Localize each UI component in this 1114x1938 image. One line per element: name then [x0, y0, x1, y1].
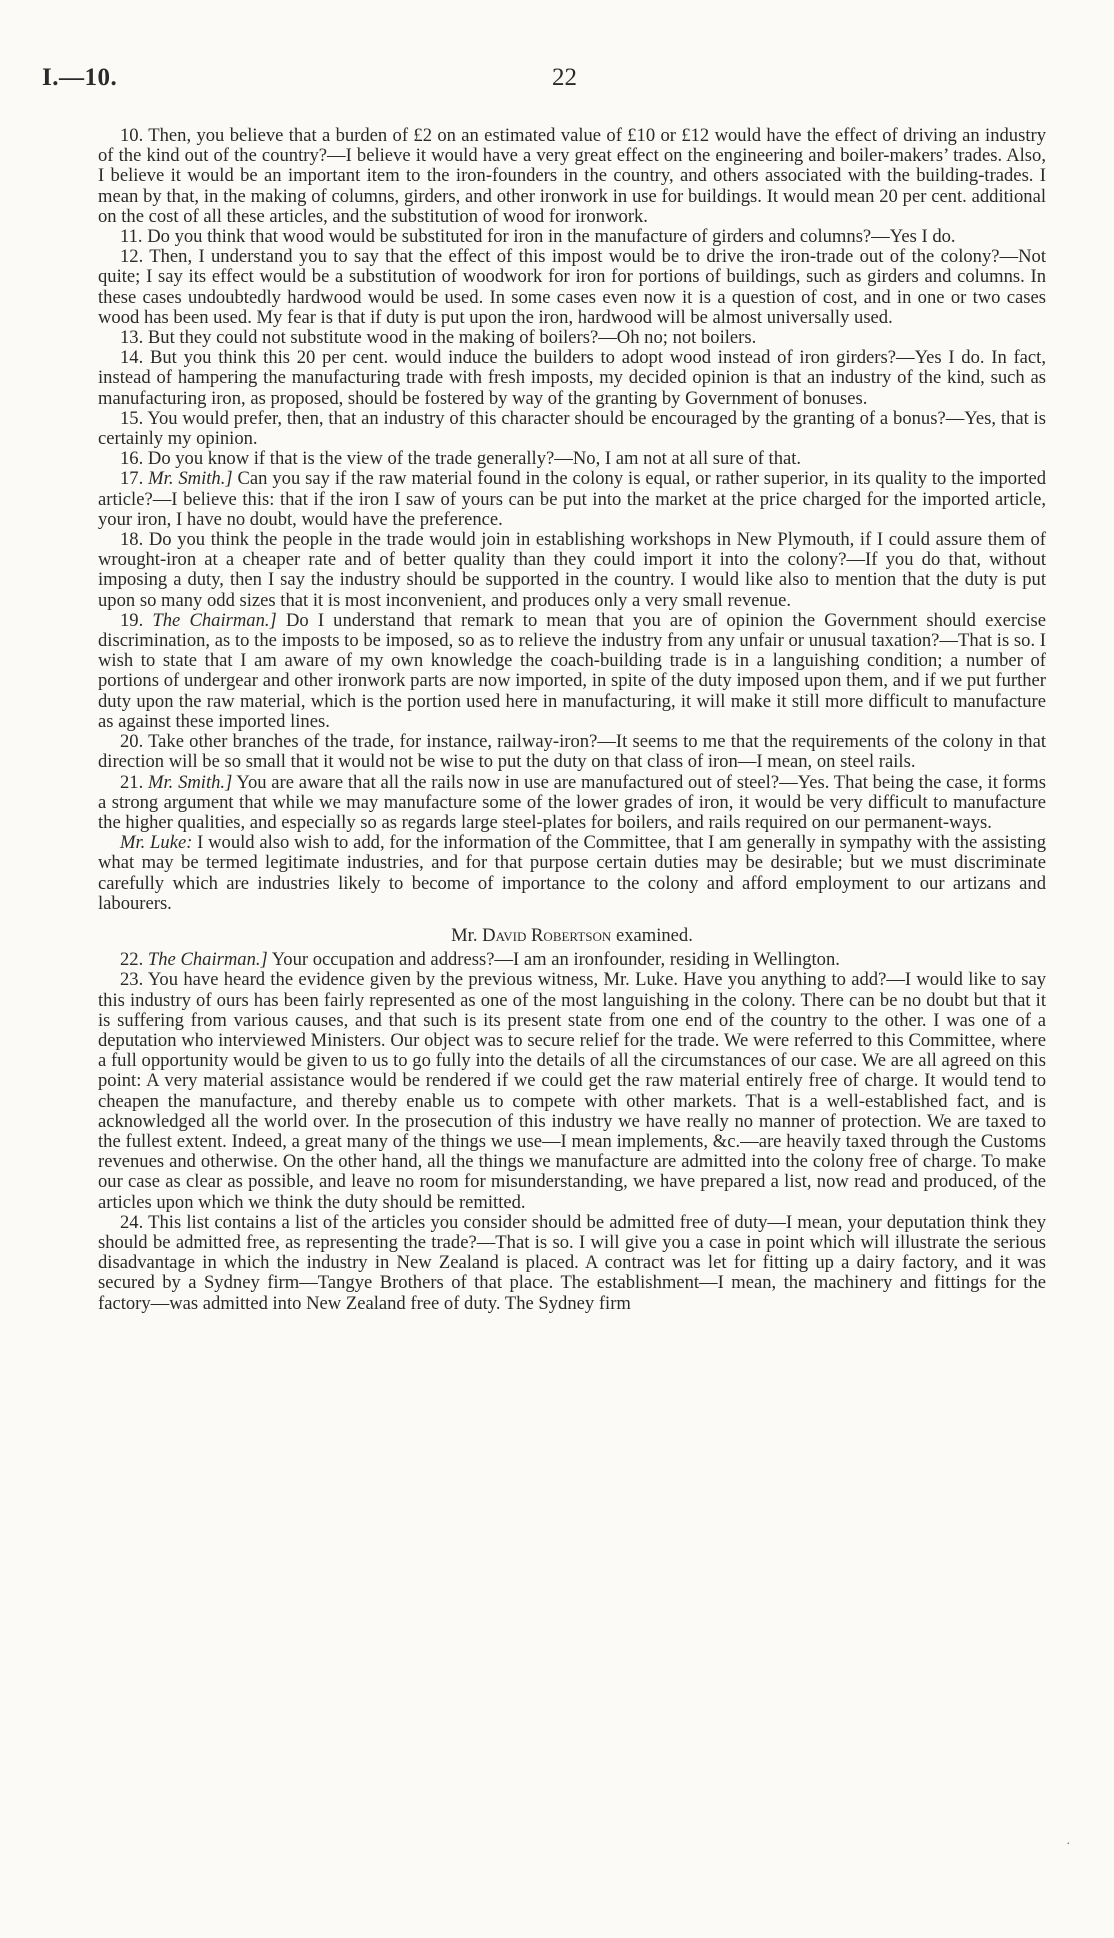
paragraph-q16: 16. Do you know if that is the view of the trade generally?—No, I am not at all sure of that. — [120, 448, 802, 470]
speaker-label: The Chairman.] — [152, 609, 277, 631]
statement-text: I would also wish to add, for the information of the Committee, that I am generally in sympathy with the assisting what may be termed legitimate industries, and for that purpose certain duties may be desirable; but we must discriminate carefully which are industries likely to become of importance to the colony and afford employment to our artizans and labourers. — [98, 832, 1046, 914]
page-body — [98, 126, 1046, 1314]
question-text: Your occupation and address?—I am an ironfounder, residing in Wellington. — [271, 949, 840, 971]
paragraph-q20: 20. Take other branches of the trade, for instance, railway-iron?—It seems to me that the requirements of the colony in that direction will be so small that it would not be wise to put the duty on that class of iron—I mean, on steel rails. — [98, 731, 1046, 773]
speaker-label: Mr. Smith.] — [148, 771, 233, 793]
paragraph-q11: 11. Do you think that wood would be substituted for iron in the manufacture of girders and columns?—Yes I do. — [120, 226, 956, 248]
paragraph-luke-statement — [98, 833, 1046, 914]
question-number: 17. — [120, 468, 144, 490]
paragraph-q19 — [98, 611, 1046, 732]
question-text: Can you say if the raw material found in the colony is equal, or rather superior, in its quality to the imported article?—I believe this: that if the iron I saw of yours can be put into the market at the price charged for the imported article, your iron, I have no doubt, would have the preference. — [98, 468, 1046, 530]
witness-name: David Robertson — [482, 924, 612, 946]
paper-reference: I.—10. — [42, 64, 118, 91]
page-header — [42, 64, 1054, 104]
paragraph-q24: 24. This list contains a list of the articles you consider should be admitted free of duty—I mean, your deputation think they should be admitted free, as representing the trade?—That is so. I will give you a case in point which will illustrate the serious disadvantage in which the industry in New Zealand is placed. A contract was let for fitting up a dairy factory, and it was secured by a Sydney firm—Tangye Brothers of that place. The establishment—I mean, the machinery and fittings for the factory—was admitted into New Zealand free of duty. The Sydney firm — [98, 1211, 1046, 1314]
paragraph-q10: 10. Then, you believe that a burden of £2 on an estimated value of £10 or £12 would have the effect of driving an industry of the kind out of the country?—I believe it would have a very great effect on the engineering and boiler-makers’ trades. Also, I believe it would be an important item to the iron-founders in the country, and others associated with the building-trades. I mean by that, in the making of columns, girders, and other ironwork in use for buildings. It would mean 20 per cent. additional on the cost of all these articles, and the substitution of wood for ironwork. — [98, 125, 1046, 227]
question-number: 21. — [120, 771, 144, 793]
speaker-label: The Chairman.] — [147, 949, 268, 971]
witness-heading: Mr. David Robertson examined. — [451, 924, 693, 946]
paragraph-q23: 23. You have heard the evidence given by the previous witness, Mr. Luke. Have you anything to add?—I would like to say this industry of ours has been fairly represented as one of the most languishing in the colony. There can be no doubt but that it is suffering from various causes, and that such is its present state from one end of the country to the other. I was one of a deputation who interviewed Ministers. Our object was to secure relief for the trade. We were referred to this Committee, where a full opportunity would be given to us to go fully into the details of all the circumstances of our case. We are all agreed on this point: A very material assistance would be rendered if we could get the raw material entirely free of charge. It would tend to cheapen the manufacture, and thereby enable us to compete with other markets. That is a well-established fact, and is acknowledged all the world over. In the prosecution of this industry we have really no manner of protection. We are taxed to the fullest extent. Indeed, a great many of the things we use—I mean implements, &c.—are heavily taxed through the Customs revenues and otherwise. On the other hand, all the things we manufacture are admitted into the colony free of charge. To make our case as clear as possible, and leave no room for misunderstanding, we have prepared a list, now read and produced, of the articles upon which we think the duty should be remitted. — [98, 969, 1046, 1213]
page-number: 22 — [552, 64, 577, 91]
paragraph-q13: 13. But they could not substitute wood in the making of boilers?—Oh no; not boilers. — [120, 327, 757, 349]
paragraph-q18: 18. Do you think the people in the trade would join in establishing workshops in New Plymouth, if I could assure them of wrought-iron at a cheaper rate and of better quality than they could import it into the colony?—If you do that, without imposing a duty, then I say the industry should be supported in the country. I would like also to mention that the duty is put upon so many odd sizes that it is most inconvenient, and produces only a very small revenue. — [98, 529, 1046, 611]
question-text: Do I understand that remark to mean that you are of opinion the Government should exercise discrimination, as to the imposts to be imposed, so as to relieve the industry from any unfair or unusual taxation?—That is so. I wish to state that I am aware of my own knowledge the coach-building trade is in a languishing condition; a number of portions of undergear and other ironwork parts are now imported, in spite of the duty imposed upon them, and if we put further duty upon the raw material, which is the portion used here in manufacturing, it will make it still more difficult to manufacture as against these imported lines. — [98, 609, 1047, 732]
paragraph-q21 — [98, 773, 1046, 834]
paragraph-q17 — [98, 469, 1046, 530]
question-number: 19. — [120, 609, 144, 631]
paragraph-q22 — [98, 950, 1046, 970]
paragraph-q14: 14. But you think this 20 per cent. would induce the builders to adopt wood instead of iron girders?—Yes I do. In fact, instead of hampering the manufacturing trade with fresh imposts, my decided opinion is that an industry of the kind, such as manufacturing iron, as proposed, should be fostered by way of the granting by Government of bonuses. — [98, 347, 1046, 409]
paragraph-q15: 15. You would prefer, then, that an industry of this character should be encouraged by the granting of a bonus?—Yes, that is certainly my opinion. — [98, 407, 1046, 450]
question-number: 22. — [120, 949, 144, 971]
paragraph-q12: 12. Then, I understand you to say that the effect of this impost would be to drive the iron-trade out of the colony?—Not quite; I say its effect would be a substitution of woodwork for iron for portions of buildings, such as girders and columns. In these cases undoubtedly hardwood would be used. In some cases even now it is a question of cost, and in one or two cases wood has been used. My fear is that if duty is put upon the iron, hardwood will be almost universally used. — [98, 246, 1046, 328]
speaker-label: Mr. Smith.] — [148, 468, 233, 490]
margin-mark: · — [1066, 1837, 1071, 1852]
speaker-label: Mr. Luke: — [120, 832, 193, 854]
question-text: You are aware that all the rails now in use are manufactured out of steel?—Yes. That being the case, it forms a strong argument that while we may manufacture some of the lower grades of iron, it would be very difficult to manufacture the higher qualities, and especially so as regards large steel-plates for boilers, and rails required on our permanent-ways. — [98, 771, 1046, 833]
